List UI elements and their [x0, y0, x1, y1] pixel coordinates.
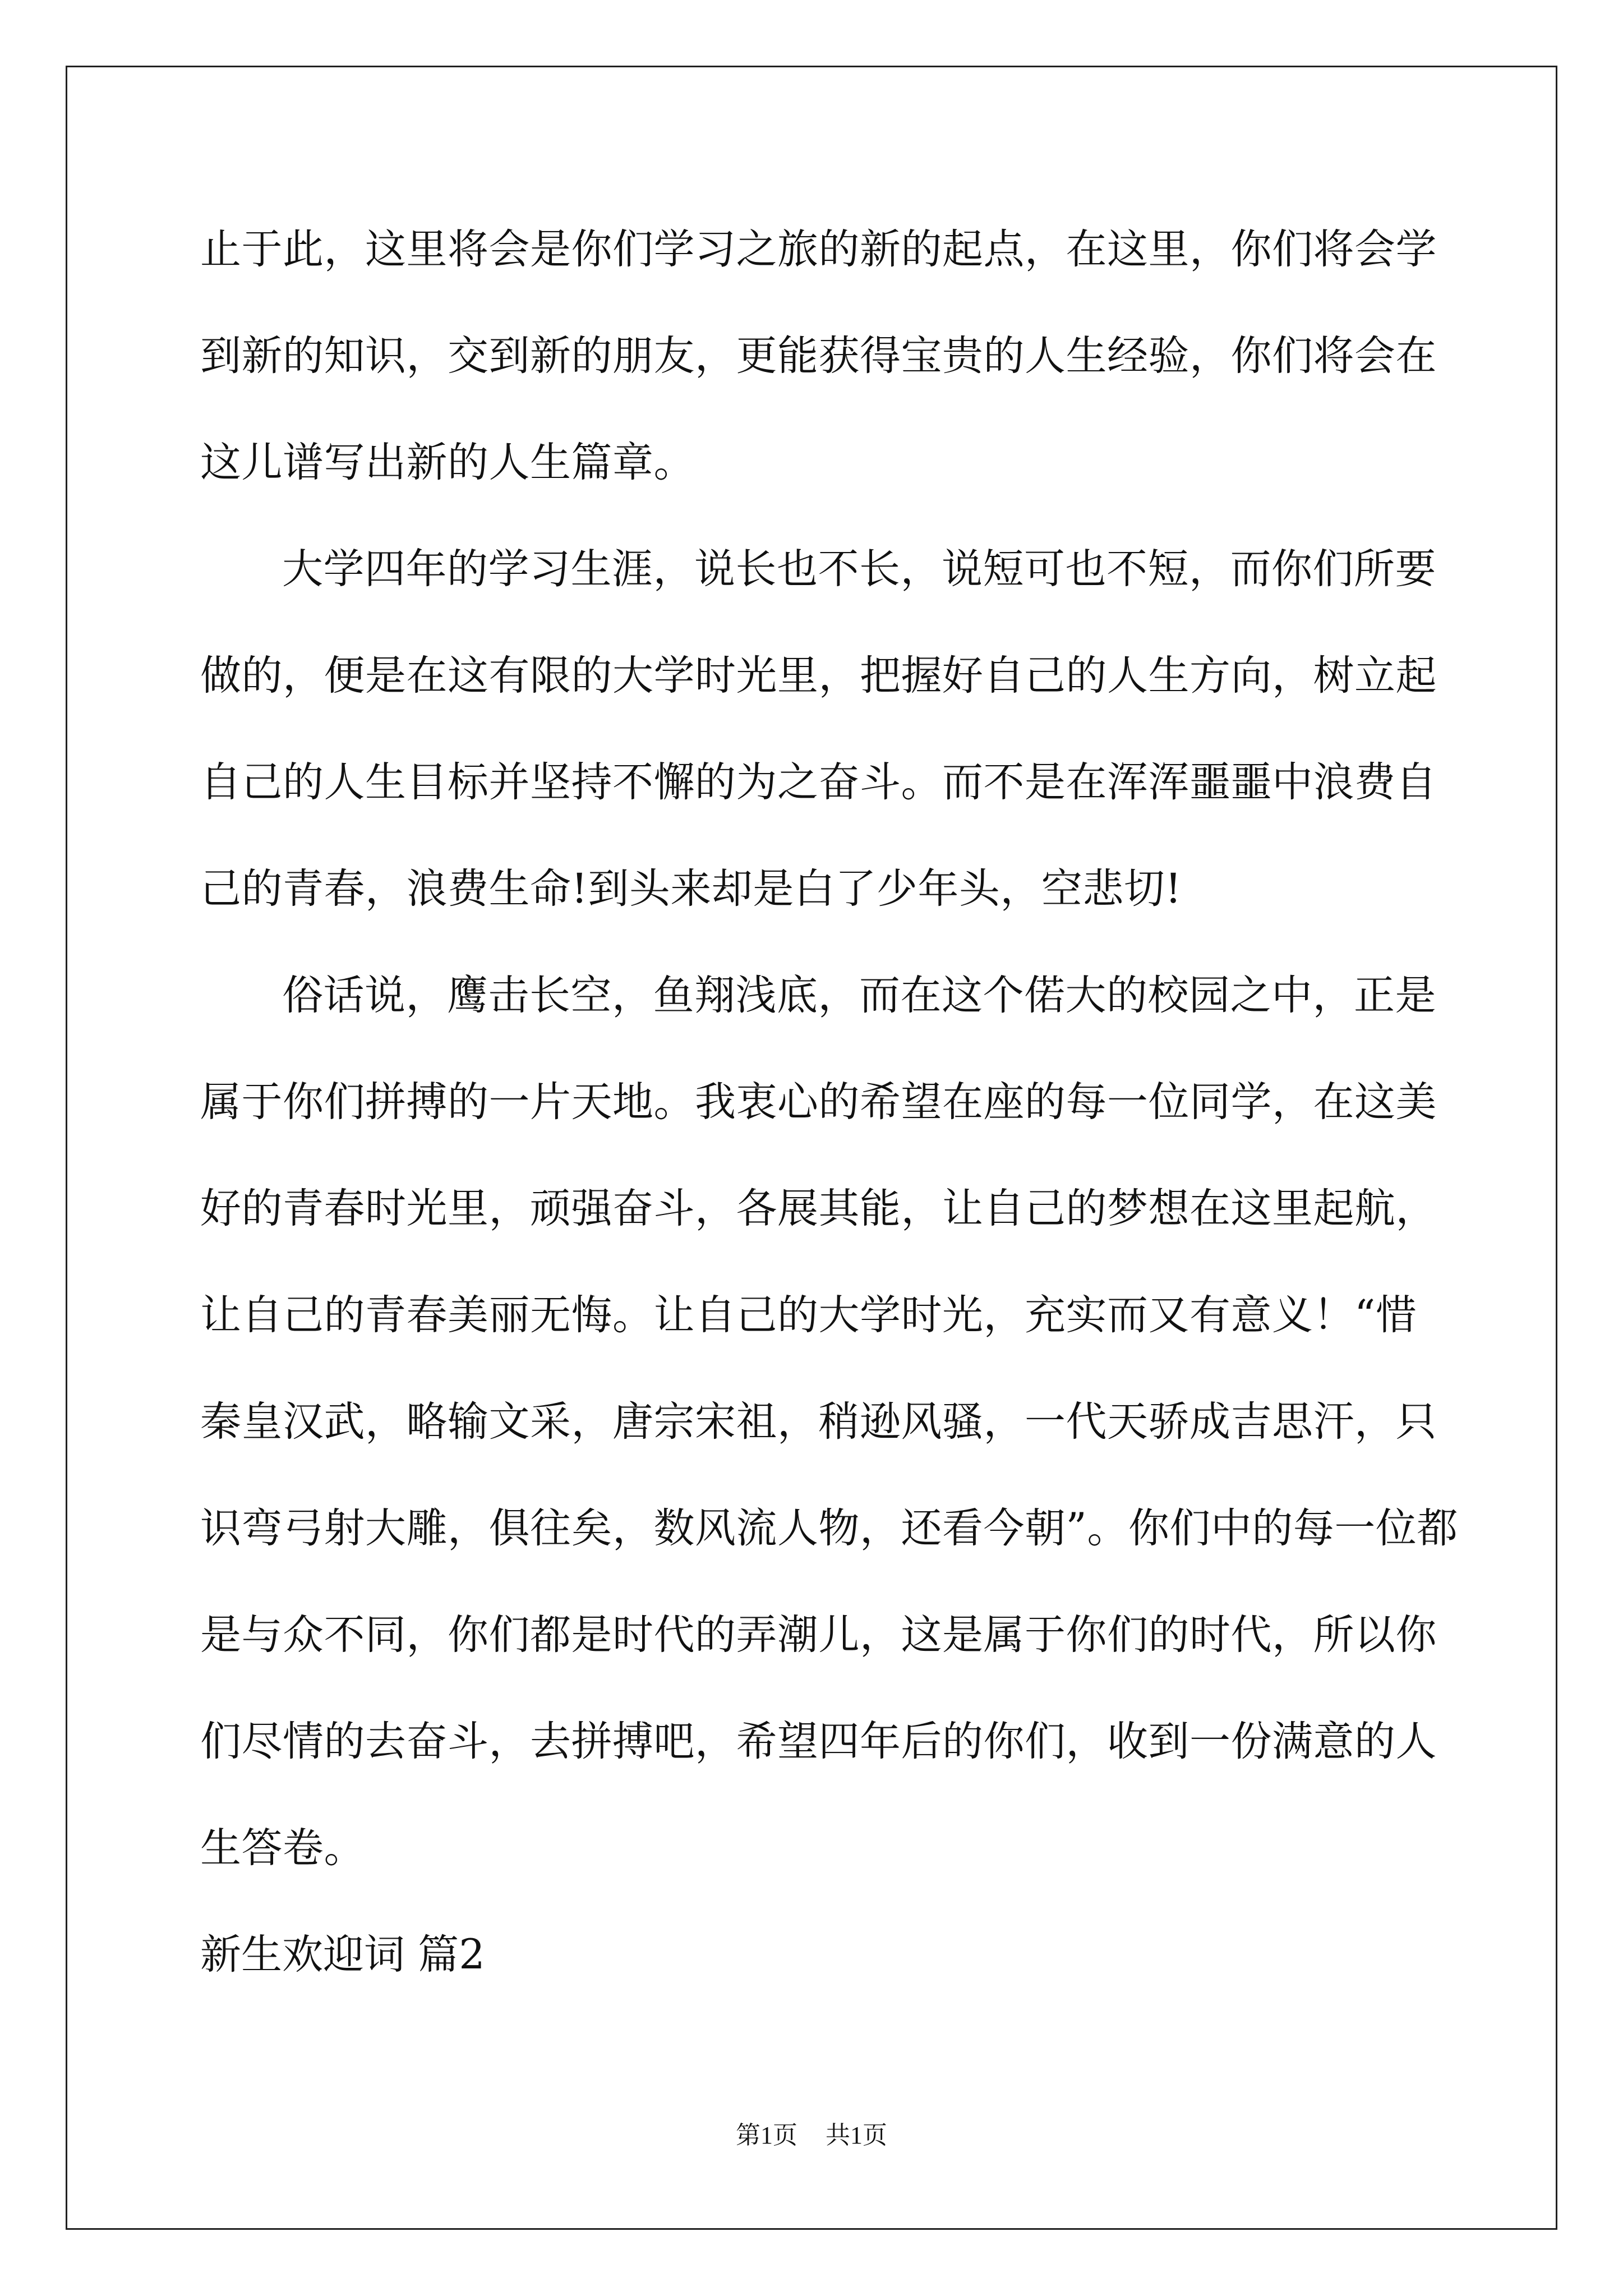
text-line: 生答卷。 — [200, 1824, 365, 1872]
page-footer — [0, 2119, 1623, 2152]
text-line: 让自己的青春美丽无悔。让自己的大学时光，充实而又有意义！“惜 — [200, 1291, 1417, 1339]
text-line: 止于此，这里将会是你们学习之旅的新的起点，在这里，你们将会学 — [200, 226, 1437, 273]
text-line: 到新的知识，交到新的朋友，更能获得宝贵的人生经验，你们将会在 — [200, 332, 1437, 380]
text-line: 这儿谱写出新的人生篇章。 — [200, 439, 695, 486]
text-line: 们尽情的去奋斗，去拼搏吧，希望四年后的你们，收到一份满意的人 — [200, 1718, 1437, 1765]
document-body — [200, 216, 1458, 2028]
text-line: 秦皇汉武，略输文采，唐宗宋祖，稍逊风骚，一代天骄成吉思汗，只 — [200, 1398, 1437, 1446]
paragraph-start-line: 俗话说，鹰击长空，鱼翔浅底，而在这个偌大的校园之中，正是 — [282, 972, 1436, 1019]
text-line: 自己的人生目标并坚持不懈的为之奋斗。而不是在浑浑噩噩中浪费自 — [200, 758, 1437, 806]
page-total: 共1页 — [826, 2122, 887, 2149]
section-heading: 新生欢迎词 篇2 — [200, 1931, 485, 1978]
text-line: 己的青春，浪费生命!到头来却是白了少年头，空悲切! — [200, 865, 1182, 913]
text-line: 属于你们拼搏的一片天地。我衷心的希望在座的每一位同学，在这美 — [200, 1078, 1437, 1126]
paragraph-start-line: 大学四年的学习生涯，说长也不长，说短可也不短，而你们所要 — [282, 545, 1436, 593]
text-line: 识弯弓射大雕，俱往矣，数风流人物，还看今朝”。你们中的每一位都 — [200, 1504, 1458, 1552]
text-line: 做的，便是在这有限的大学时光里，把握好自己的人生方向，树立起 — [200, 652, 1437, 700]
text-line: 是与众不同，你们都是时代的弄潮儿，这是属于你们的时代，所以你 — [200, 1611, 1437, 1659]
page-number: 第1页 — [736, 2122, 797, 2149]
text-line: 好的青春时光里，顽强奋斗，各展其能，让自己的梦想在这里起航， — [200, 1185, 1437, 1232]
